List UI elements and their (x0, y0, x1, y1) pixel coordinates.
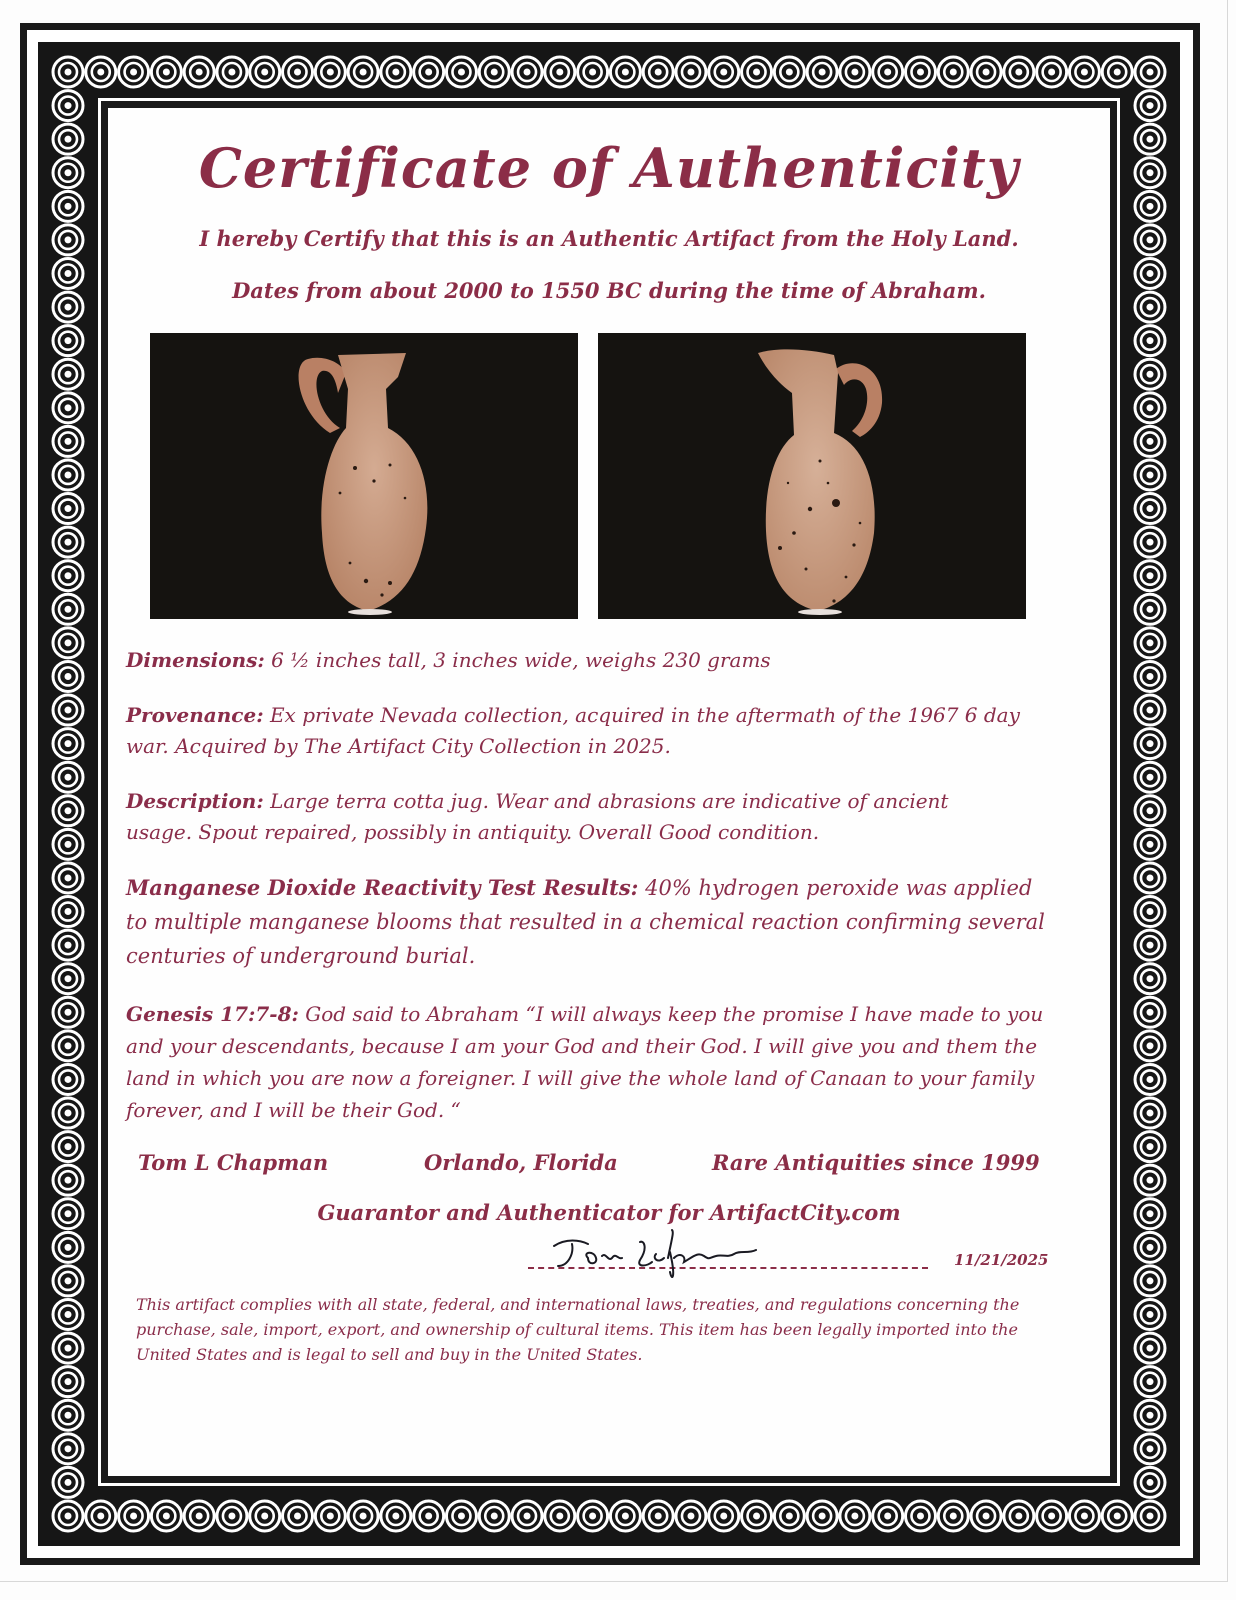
genesis-label: Genesis 17:7-8: (126, 1002, 299, 1026)
handwritten-signature-icon (548, 1228, 788, 1278)
description-section (126, 786, 1006, 848)
business-since: Rare Antiquities since 1999 (712, 1150, 1040, 1175)
genesis-quote-section (126, 998, 1056, 1126)
certification-statement: I hereby Certify that this is an Authentic Artifact from the Holy Land. (199, 226, 1019, 251)
provenance-label: Provenance: (126, 703, 264, 727)
jug-image-icon (598, 333, 1026, 619)
dimensions-label: Dimensions: (126, 648, 265, 672)
guarantor-statement: Guarantor and Authenticator for ArtifactCity.com (317, 1200, 901, 1225)
jug-image-icon (150, 333, 578, 619)
authenticator-location: Orlando, Florida (424, 1150, 618, 1175)
manganese-test-section (126, 871, 1056, 973)
page-edge-bottom (0, 1581, 1228, 1582)
description-value: Large terra cotta jug. Wear and abrasions are indicative of ancient usage. Spout repaired, possibly in antiquity. Overall Good condition. (126, 789, 949, 844)
genesis-quote: God said to Abraham “I will always keep the promise I have made to you and your descendants, because I am your God and their God. I will give you and them the land in which you are now a foreigner. I will give the whole land of Canaan to your family forever, and I will be their God. “ (126, 1002, 1044, 1122)
description-label: Description: (126, 789, 264, 813)
provenance-value: Ex private Nevada collection, acquired in the aftermath of the 1967 6 day war. Acquired by The Artifact City Collection in 2025. (126, 703, 1020, 758)
dating-statement: Dates from about 2000 to 1550 BC during the time of Abraham. (232, 278, 986, 303)
artifact-photo-back (598, 333, 1026, 619)
manganese-test-value: 40% hydrogen peroxide was applied to multiple manganese blooms that resulted in a chemical reaction confirming several centuries of underground burial. (126, 876, 1045, 968)
authenticator-name: Tom L Chapman (138, 1150, 329, 1175)
provenance-section (126, 700, 1026, 762)
manganese-test-label: Manganese Dioxide Reactivity Test Results: (126, 875, 639, 900)
page-edge-right (1227, 0, 1228, 1582)
artifact-photo-front (150, 333, 578, 619)
dimensions-value: 6 ½ inches tall, 3 inches wide, weighs 230 grams (264, 648, 771, 672)
signature-date: 11/21/2025 (954, 1251, 1049, 1269)
certificate-title: Certificate of Authenticity (198, 136, 1020, 200)
certificate-body (108, 108, 1110, 1476)
legal-compliance-notice: This artifact complies with all state, federal, and international laws, treaties, and regulations concerning the purchase, sale, import, export, and ownership of cultural items. This item has been legally imported into the United States and is legal to sell and buy in the United States. (136, 1295, 1020, 1364)
dimensions-section (126, 645, 1066, 676)
